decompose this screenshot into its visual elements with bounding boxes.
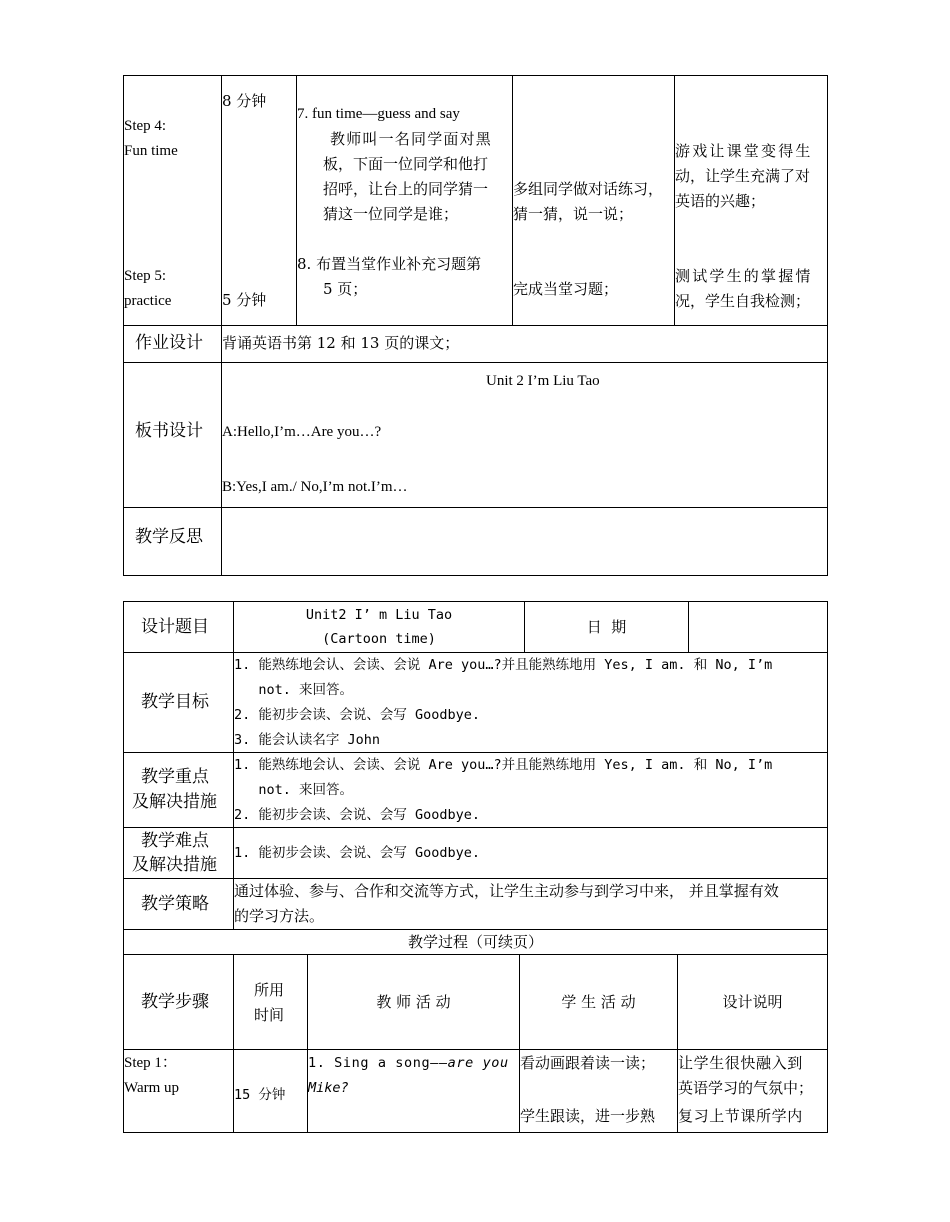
topic-title: Unit2 I’ m Liu Tao [305, 607, 453, 623]
step4-student-line: 多组同学做对话练习， [513, 180, 664, 198]
objectives-line: 2. 能初步会读、会说、会写 Goodbye. [234, 707, 481, 723]
header-student: 学 生 活 动 [561, 993, 636, 1011]
header-design: 设计说明 [722, 993, 783, 1011]
strategy-label: 教学策略 [141, 894, 209, 914]
step4-sublabel: Fun time [124, 143, 178, 159]
key-points-line: 1. 能熟练地会认、会读、会说 Are you…?并且能熟练地用 Yes, I am. 和 No, I’m [234, 757, 773, 773]
step4-teacher-title: 7. fun time—guess and say [297, 106, 460, 122]
step1-design-line: 让学生很快融入到 [678, 1054, 803, 1072]
board-title: Unit 2 I’m Liu Tao [486, 373, 600, 389]
header-teacher: 教 师 活 动 [376, 993, 451, 1011]
objectives-label: 教学目标 [141, 692, 209, 712]
topic-label: 设计题目 [141, 617, 209, 637]
difficulties-sublabel: 及解决措施 [132, 855, 217, 875]
step4-teacher-line: 猜这一位同学是谁； [323, 205, 459, 223]
step1-student-line: 看动画跟着读一读； [520, 1054, 656, 1072]
strategy-line: 的学习方法。 [234, 907, 325, 925]
header-time: 所用 [254, 981, 285, 999]
board-line: A:Hello,I’m…Are you…? [222, 424, 382, 440]
objectives-line: 3. 能会认读名字 John [234, 732, 381, 748]
key-points-label: 教学重点 [141, 767, 209, 787]
step5-sublabel: practice [124, 293, 172, 309]
step5-teacher-line: 5 页； [323, 280, 368, 298]
step5-student: 完成当堂习题； [513, 280, 619, 298]
board-line: B:Yes,I am./ No,I’m not.I’m… [222, 479, 408, 495]
step4-time: 8 分钟 [222, 92, 267, 110]
step4-design-line: 动，让学生充满了对 [675, 167, 811, 185]
difficulties-line: 1. 能初步会读、会说、会写 Goodbye. [234, 845, 481, 861]
step4-design-line: 游戏让课堂变得生 [675, 142, 813, 160]
header-steps: 教学步骤 [141, 992, 209, 1012]
topic-subtitle: (Cartoon time) [322, 631, 436, 647]
step1-label: Step 1： [124, 1055, 177, 1071]
objectives-line: 1. 能熟练地会认、会读、会说 Are you…?并且能熟练地用 Yes, I am. 和 No, I’m [234, 657, 773, 673]
step1-teacher-line: 1. Sing a song——are you [308, 1055, 509, 1071]
step5-time: 5 分钟 [222, 291, 267, 309]
step5-label: Step 5: [124, 268, 167, 284]
key-points-line: not. 来回答。 [234, 782, 354, 798]
step1-student-line: 学生跟读，进一步熟 [520, 1107, 656, 1125]
step4-teacher-line: 教师叫一名同学面对黑 [330, 130, 493, 148]
process-title: 教学过程（可续页） [407, 933, 543, 951]
step1-design-line: 英语学习的气氛中； [678, 1079, 814, 1097]
step4-design-line: 英语的兴趣； [675, 192, 766, 210]
date-label: 日 期 [586, 618, 627, 636]
step4-teacher-line: 招呼，让台上的同学猜一 [323, 180, 489, 198]
step5-teacher-line: 8. 布置当堂作业补充习题第 [297, 255, 482, 273]
step1-sublabel: Warm up [124, 1080, 180, 1096]
step5-design-line: 况，学生自我检测； [675, 292, 811, 310]
step1-design-line: 复习上节课所学内 [678, 1107, 803, 1125]
step1-teacher-line: Mike? [308, 1080, 349, 1096]
homework-value: 背诵英语书第 12 和 13 页的课文； [222, 334, 460, 352]
board-label: 板书设计 [135, 421, 203, 441]
key-points-sublabel: 及解决措施 [132, 792, 217, 812]
step4-teacher-line: 板，下面一位同学和他打 [323, 155, 489, 173]
strategy-line: 通过体验、参与、合作和交流等方式，让学生主动参与到学习中来， 并且掌握有效 [234, 882, 779, 900]
step1-time: 15 分钟 [234, 1087, 286, 1103]
difficulties-label: 教学难点 [141, 831, 209, 851]
objectives-line: not. 来回答。 [234, 682, 354, 698]
key-points-line: 2. 能初步会读、会说、会写 Goodbye. [234, 807, 481, 823]
step4-student-line: 猜一猜，说一说； [513, 205, 634, 223]
step5-design-line: 测试学生的掌握情 [675, 267, 813, 285]
homework-label: 作业设计 [135, 333, 203, 353]
step4-label: Step 4: [124, 118, 167, 134]
header-time-sub: 时间 [254, 1006, 285, 1024]
reflection-label: 教学反思 [135, 527, 203, 547]
